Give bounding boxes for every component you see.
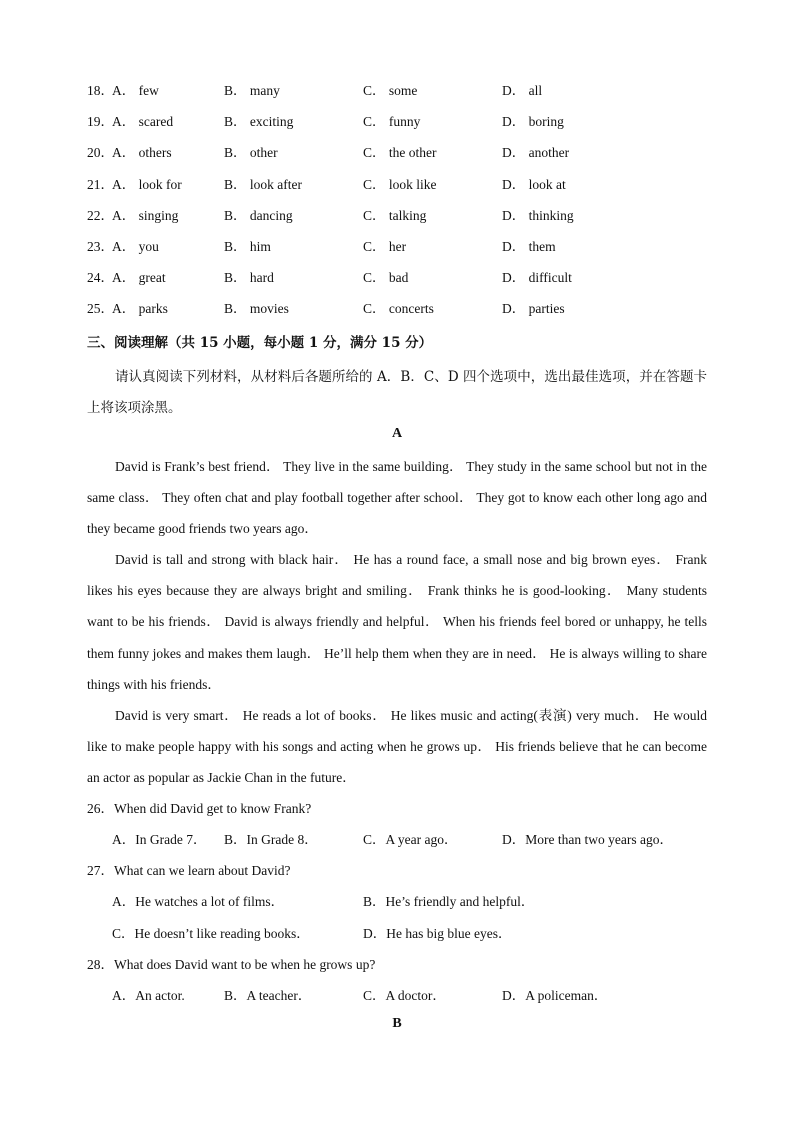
option-d: D． boring — [502, 114, 564, 130]
option-a: A． look for — [112, 176, 182, 192]
option-b: B． him — [224, 239, 271, 254]
option-b: B．In Grade 8． — [224, 832, 318, 847]
option-b: B． dancing — [224, 207, 293, 223]
question-28-options — [112, 986, 712, 1006]
option-a: A． great — [112, 270, 166, 286]
option-d: D．A policeman． — [502, 988, 608, 1003]
option-c: C． the other — [363, 145, 437, 161]
question-number: 18． — [87, 83, 114, 98]
option-c: C．He doesn’t like reading books． — [112, 926, 310, 941]
instruction-text: 请认真阅读下列材料，从材料后各题所给的 A．B．C、D 四个选项中，选出最佳选项，并在答题卡上将该项涂黑。 — [87, 369, 707, 416]
option-d: D． them — [502, 239, 556, 254]
option-b: B．A teacher． — [224, 988, 312, 1003]
option-a: A． few — [112, 83, 159, 98]
option-b: B． hard — [224, 270, 274, 286]
option-d: D． difficult — [502, 270, 572, 286]
option-a: A． parks — [112, 301, 168, 317]
question-26-stem: 26．When did David get to know Frank? — [87, 801, 312, 816]
option-d: D． look at — [502, 176, 566, 192]
passage-a-paragraph: David is very smart． He reads a lot of books． He likes music and acting(表演) very much． He would like to make people happy with his songs and acting when he grows up． His friends believe that he can become an actor as popular as Jackie Chan in the future． — [87, 708, 707, 786]
passage-b-title: B — [392, 1016, 402, 1031]
option-a: A． scared — [112, 114, 174, 130]
question-28-stem: 28．What does David want to be when he grows up? — [87, 957, 376, 972]
option-b: B．He’s friendly and helpful． — [363, 894, 535, 909]
question-27-stem: 27．What can we learn about David? — [87, 863, 291, 878]
option-b: B． exciting — [224, 114, 294, 130]
option-a: A．An actor. — [112, 988, 185, 1003]
section-title: 三、阅读理解（共 15 小题，每小题 1 分，满分 15 分） — [87, 335, 433, 351]
option-b: B． many — [224, 83, 280, 98]
option-c: C．A year ago． — [363, 832, 458, 847]
question-27-options-row1 — [112, 892, 712, 912]
passage-a-paragraph: David is Frank’s best friend． They live in the same building． They study in the same school but not in the same class． They often chat and play football together after school． They got to know each other long ago and they became good friends two years ago． — [87, 459, 707, 537]
question-number: 21． — [87, 176, 114, 192]
option-d: D． thinking — [502, 207, 574, 223]
passage-a-paragraph: David is tall and strong with black hair． He has a round face, a small nose and big brown eyes． Frank likes his eyes because they are always bright and smiling． Frank thinks he is good-looking． Many students want to be his friends． David is always friendly and helpful． When his friends feel bored or unhappy, he tells them funny jokes and makes them laugh． He’ll help them when they are in need． He is always willing to share things with his friends． — [87, 552, 707, 692]
option-a: A．In Grade 7． — [112, 832, 207, 847]
option-a: A． you — [112, 239, 159, 254]
option-c: C． look like — [363, 176, 437, 192]
option-c: C． concerts — [363, 301, 434, 317]
option-c: C． bad — [363, 270, 409, 286]
option-c: C．A doctor． — [363, 988, 446, 1003]
option-a: A． singing — [112, 207, 179, 223]
passage-a-title: A — [391, 426, 403, 441]
option-b: B． other — [224, 145, 278, 161]
option-c: C． some — [363, 83, 418, 98]
option-b: B． movies — [224, 301, 289, 317]
question-number: 25． — [87, 301, 114, 317]
option-d: D． parties — [502, 301, 565, 317]
option-d: D． all — [502, 83, 543, 98]
question-26-options — [112, 830, 712, 850]
option-d: D．He has big blue eyes． — [363, 926, 512, 941]
option-d: D．More than two years ago． — [502, 832, 673, 847]
option-c: C． funny — [363, 114, 421, 130]
question-number: 19． — [87, 114, 114, 130]
question-number: 22． — [87, 207, 114, 223]
question-number: 20． — [87, 145, 114, 161]
question-number: 23． — [87, 239, 114, 254]
option-c: C． talking — [363, 207, 427, 223]
option-b: B． look after — [224, 176, 302, 192]
option-a: A． others — [112, 145, 172, 161]
question-27-options-row2 — [112, 924, 712, 944]
option-a: A．He watches a lot of films． — [112, 894, 285, 909]
option-d: D． another — [502, 145, 570, 161]
option-c: C． her — [363, 239, 407, 254]
question-number: 24． — [87, 270, 114, 286]
